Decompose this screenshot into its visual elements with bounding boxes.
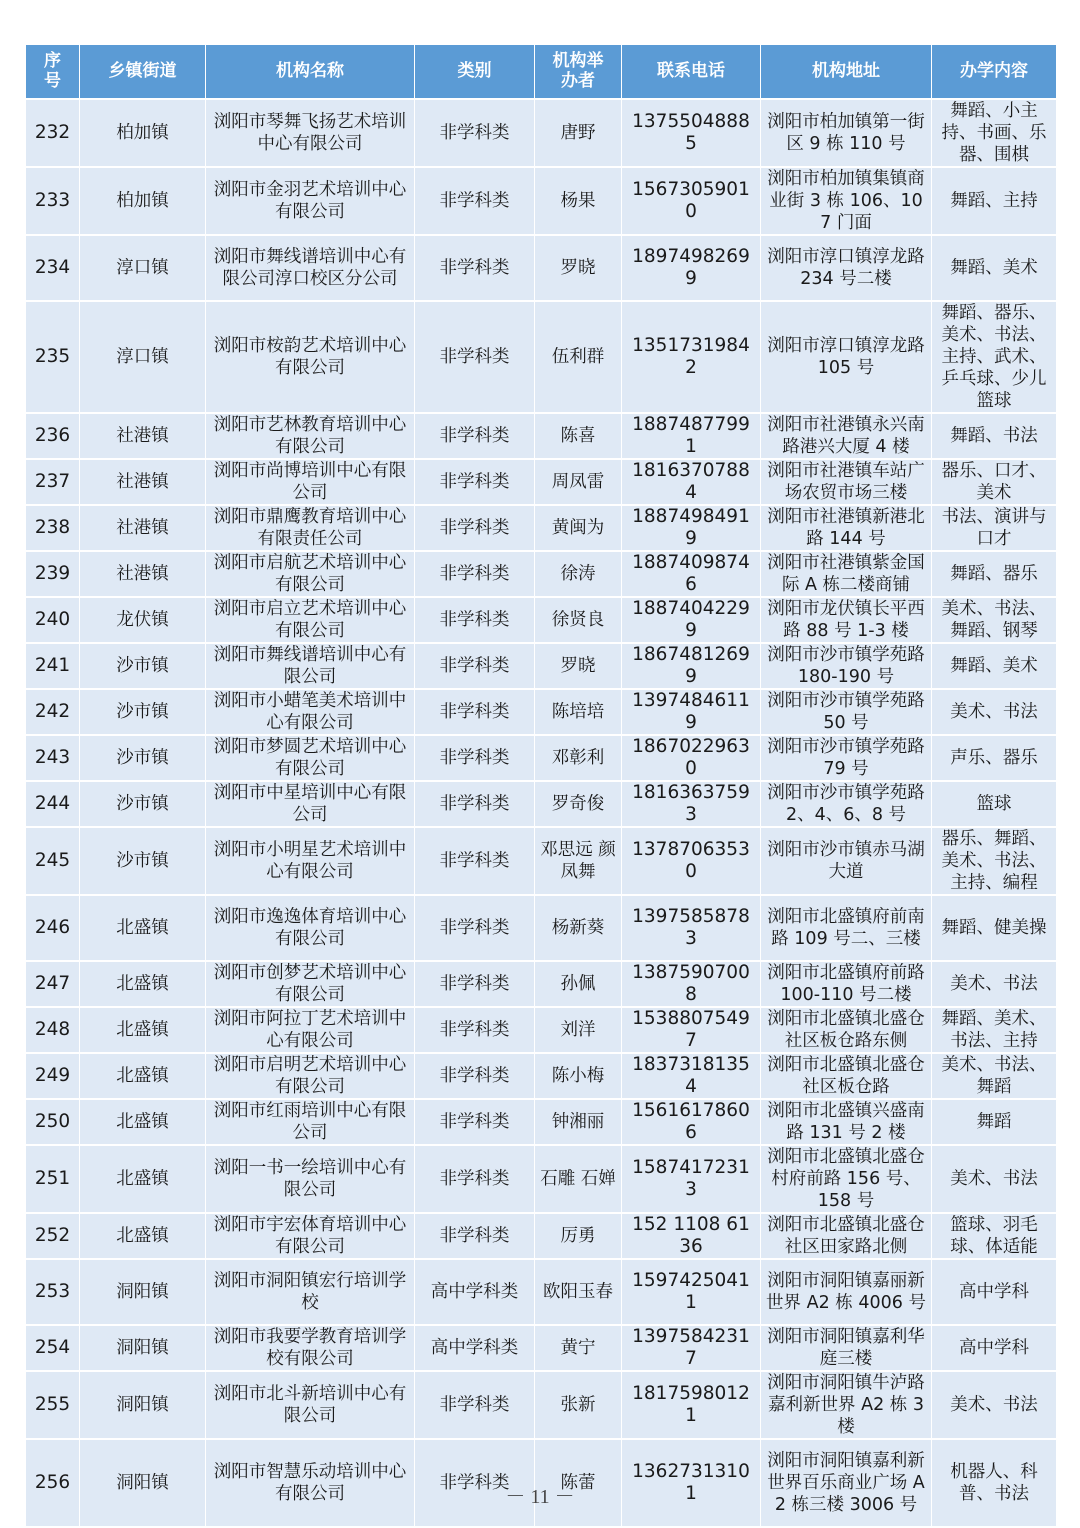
cell-address: 浏阳市社港镇车站广场农贸市场三楼	[761, 459, 932, 505]
cell-serial-no: 238	[26, 505, 80, 551]
cell-town: 社港镇	[80, 551, 206, 597]
table-row	[26, 1053, 1057, 1099]
table-row	[26, 689, 1057, 735]
table-row	[26, 1007, 1057, 1053]
cell-category: 非学科类	[415, 827, 535, 895]
header-phone: 联系电话	[622, 45, 761, 99]
cell-phone: 13787063530	[622, 827, 761, 895]
cell-institution-name: 浏阳市舞线谱培训中心有限公司	[206, 643, 415, 689]
cell-serial-no: 237	[26, 459, 80, 505]
cell-town: 北盛镇	[80, 1099, 206, 1145]
cell-category: 非学科类	[415, 301, 535, 413]
cell-phone: 152 1108 6136	[622, 1213, 761, 1259]
cell-category: 非学科类	[415, 1371, 535, 1439]
institution-table	[25, 44, 1057, 1528]
cell-organizer: 陈培培	[535, 689, 622, 735]
table-row	[26, 735, 1057, 781]
cell-phone: 18874042299	[622, 597, 761, 643]
cell-serial-no: 241	[26, 643, 80, 689]
cell-address: 浏阳市柏加镇第一街区 9 栋 110 号	[761, 99, 932, 167]
cell-phone: 18175980121	[622, 1371, 761, 1439]
cell-category: 非学科类	[415, 413, 535, 459]
cell-organizer: 罗晓	[535, 235, 622, 301]
cell-town: 洞阳镇	[80, 1325, 206, 1371]
cell-content: 舞蹈、美术	[932, 643, 1057, 689]
cell-town: 北盛镇	[80, 1053, 206, 1099]
table-row	[26, 895, 1057, 961]
table-row	[26, 505, 1057, 551]
cell-institution-name: 浏阳市桉韵艺术培训中心有限公司	[206, 301, 415, 413]
cell-organizer: 徐涛	[535, 551, 622, 597]
cell-town: 社港镇	[80, 459, 206, 505]
cell-address: 浏阳市北盛镇府前路 100-110 号二楼	[761, 961, 932, 1007]
cell-address: 浏阳市沙市镇赤马湖大道	[761, 827, 932, 895]
cell-content: 舞蹈、书法	[932, 413, 1057, 459]
cell-address: 浏阳市沙市镇学苑路 79 号	[761, 735, 932, 781]
table-row	[26, 1259, 1057, 1325]
cell-organizer: 伍利群	[535, 301, 622, 413]
cell-phone: 13975842317	[622, 1325, 761, 1371]
cell-address: 浏阳市洞阳镇嘉利新世界百乐商业广场 A2 栋三楼 3006 号	[761, 1439, 932, 1527]
cell-serial-no: 244	[26, 781, 80, 827]
cell-serial-no: 255	[26, 1371, 80, 1439]
cell-organizer: 徐贤良	[535, 597, 622, 643]
table-row	[26, 827, 1057, 895]
cell-organizer: 刘洋	[535, 1007, 622, 1053]
cell-town: 北盛镇	[80, 895, 206, 961]
cell-town: 洞阳镇	[80, 1371, 206, 1439]
cell-address: 浏阳市北盛镇府前南路 109 号二、三楼	[761, 895, 932, 961]
cell-town: 柏加镇	[80, 99, 206, 167]
cell-address: 浏阳市北盛镇北盛仓村府前路 156 号、158 号	[761, 1145, 932, 1213]
cell-town: 社港镇	[80, 413, 206, 459]
cell-town: 洞阳镇	[80, 1439, 206, 1527]
table-row	[26, 781, 1057, 827]
cell-content: 舞蹈、健美操	[932, 895, 1057, 961]
header-category: 类别	[415, 45, 535, 99]
cell-organizer: 陈小梅	[535, 1053, 622, 1099]
table-row	[26, 961, 1057, 1007]
cell-organizer: 邓思远 颜凤舞	[535, 827, 622, 895]
cell-institution-name: 浏阳市金羽艺术培训中心有限公司	[206, 167, 415, 235]
cell-institution-name: 浏阳市琴舞飞扬艺术培训中心有限公司	[206, 99, 415, 167]
table-row	[26, 597, 1057, 643]
cell-phone: 18373181354	[622, 1053, 761, 1099]
cell-phone: 18874984919	[622, 505, 761, 551]
header-address: 机构地址	[761, 45, 932, 99]
cell-organizer: 厉勇	[535, 1213, 622, 1259]
cell-organizer: 张新	[535, 1371, 622, 1439]
cell-institution-name: 浏阳市智慧乐动培训中心有限公司	[206, 1439, 415, 1527]
cell-organizer: 杨新葵	[535, 895, 622, 961]
cell-institution-name: 浏阳一书一绘培训中心有限公司	[206, 1145, 415, 1213]
cell-address: 浏阳市洞阳镇嘉利华庭三楼	[761, 1325, 932, 1371]
cell-town: 沙市镇	[80, 781, 206, 827]
cell-phone: 15974250411	[622, 1259, 761, 1325]
cell-organizer: 陈喜	[535, 413, 622, 459]
table-row	[26, 99, 1057, 167]
cell-institution-name: 浏阳市洞阳镇宏行培训学校	[206, 1259, 415, 1325]
cell-phone: 18163637593	[622, 781, 761, 827]
cell-serial-no: 240	[26, 597, 80, 643]
institution-table-page	[25, 44, 1056, 1528]
cell-organizer: 石雕 石婵	[535, 1145, 622, 1213]
cell-organizer: 周凤雷	[535, 459, 622, 505]
cell-phone: 13517319842	[622, 301, 761, 413]
table-body	[26, 99, 1057, 1527]
table-row	[26, 235, 1057, 301]
cell-content: 舞蹈、美术、书法、主持	[932, 1007, 1057, 1053]
cell-phone: 13875907008	[622, 961, 761, 1007]
table-row	[26, 167, 1057, 235]
cell-category: 非学科类	[415, 597, 535, 643]
cell-address: 浏阳市洞阳镇嘉丽新世界 A2 栋 4006 号	[761, 1259, 932, 1325]
cell-serial-no: 245	[26, 827, 80, 895]
cell-category: 非学科类	[415, 735, 535, 781]
table-header-row	[26, 45, 1057, 99]
cell-organizer: 罗奇俊	[535, 781, 622, 827]
table-row	[26, 1145, 1057, 1213]
cell-address: 浏阳市柏加镇集镇商业街 3 栋 106、107 门面	[761, 167, 932, 235]
cell-organizer: 欧阳玉春	[535, 1259, 622, 1325]
cell-institution-name: 浏阳市梦圆艺术培训中心有限公司	[206, 735, 415, 781]
cell-content: 美术、书法	[932, 1371, 1057, 1439]
cell-institution-name: 浏阳市小明星艺术培训中心有限公司	[206, 827, 415, 895]
cell-address: 浏阳市北盛镇兴盛南路 131 号 2 楼	[761, 1099, 932, 1145]
cell-town: 淳口镇	[80, 235, 206, 301]
table-row	[26, 1099, 1057, 1145]
cell-category: 高中学科类	[415, 1325, 535, 1371]
cell-institution-name: 浏阳市逸逸体育培训中心有限公司	[206, 895, 415, 961]
cell-content: 美术、书法	[932, 689, 1057, 735]
cell-institution-name: 浏阳市小蜡笔美术培训中心有限公司	[206, 689, 415, 735]
cell-institution-name: 浏阳市鼎鹰教育培训中心有限责任公司	[206, 505, 415, 551]
cell-serial-no: 247	[26, 961, 80, 1007]
cell-address: 浏阳市社港镇新港北路 144 号	[761, 505, 932, 551]
table-row	[26, 413, 1057, 459]
cell-category: 非学科类	[415, 781, 535, 827]
cell-town: 北盛镇	[80, 1145, 206, 1213]
cell-content: 书法、演讲与口才	[932, 505, 1057, 551]
cell-organizer: 孙佩	[535, 961, 622, 1007]
page-number: － 11 －	[505, 1486, 575, 1508]
cell-category: 非学科类	[415, 551, 535, 597]
cell-content: 舞蹈、小主持、书画、乐器、围棋	[932, 99, 1057, 167]
table-row	[26, 551, 1057, 597]
header-content: 办学内容	[932, 45, 1057, 99]
cell-address: 浏阳市洞阳镇牛泸路嘉利新世界 A2 栋 3 楼	[761, 1371, 932, 1439]
cell-town: 沙市镇	[80, 735, 206, 781]
cell-category: 非学科类	[415, 235, 535, 301]
cell-address: 浏阳市社港镇永兴南路港兴大厦 4 楼	[761, 413, 932, 459]
header-town: 乡镇街道	[80, 45, 206, 99]
cell-town: 沙市镇	[80, 689, 206, 735]
table-row	[26, 1213, 1057, 1259]
cell-address: 浏阳市淳口镇淳龙路 234 号二楼	[761, 235, 932, 301]
cell-content: 舞蹈、器乐	[932, 551, 1057, 597]
cell-phone: 15874172313	[622, 1145, 761, 1213]
cell-organizer: 唐野	[535, 99, 622, 167]
cell-address: 浏阳市淳口镇淳龙路 105 号	[761, 301, 932, 413]
cell-address: 浏阳市沙市镇学苑路 2、4、6、8 号	[761, 781, 932, 827]
cell-category: 高中学科类	[415, 1259, 535, 1325]
cell-serial-no: 233	[26, 167, 80, 235]
cell-organizer: 罗晓	[535, 643, 622, 689]
cell-address: 浏阳市北盛镇北盛仓社区板仓路	[761, 1053, 932, 1099]
cell-content: 舞蹈、主持	[932, 167, 1057, 235]
cell-phone: 15616178606	[622, 1099, 761, 1145]
cell-content: 器乐、舞蹈、美术、书法、主持、编程	[932, 827, 1057, 895]
cell-category: 非学科类	[415, 99, 535, 167]
cell-serial-no: 232	[26, 99, 80, 167]
cell-phone: 18674812699	[622, 643, 761, 689]
cell-institution-name: 浏阳市创梦艺术培训中心有限公司	[206, 961, 415, 1007]
cell-content: 美术、书法、舞蹈	[932, 1053, 1057, 1099]
cell-phone: 18874098746	[622, 551, 761, 597]
cell-content: 美术、书法、舞蹈、钢琴	[932, 597, 1057, 643]
cell-category: 非学科类	[415, 1145, 535, 1213]
cell-serial-no: 235	[26, 301, 80, 413]
cell-institution-name: 浏阳市我要学教育培训学校有限公司	[206, 1325, 415, 1371]
cell-content: 美术、书法	[932, 961, 1057, 1007]
cell-category: 非学科类	[415, 1053, 535, 1099]
cell-institution-name: 浏阳市阿拉丁艺术培训中心有限公司	[206, 1007, 415, 1053]
cell-institution-name: 浏阳市尚博培训中心有限公司	[206, 459, 415, 505]
cell-institution-name: 浏阳市启明艺术培训中心有限公司	[206, 1053, 415, 1099]
cell-category: 非学科类	[415, 167, 535, 235]
table-row	[26, 643, 1057, 689]
cell-institution-name: 浏阳市启航艺术培训中心有限公司	[206, 551, 415, 597]
cell-category: 非学科类	[415, 961, 535, 1007]
cell-category: 非学科类	[415, 643, 535, 689]
cell-institution-name: 浏阳市艺林教育培训中心有限公司	[206, 413, 415, 459]
table-row	[26, 1371, 1057, 1439]
cell-content: 篮球、羽毛球、体适能	[932, 1213, 1057, 1259]
cell-organizer: 杨果	[535, 167, 622, 235]
cell-town: 淳口镇	[80, 301, 206, 413]
cell-town: 北盛镇	[80, 961, 206, 1007]
cell-content: 篮球	[932, 781, 1057, 827]
cell-address: 浏阳市社港镇紫金国际 A 栋二楼商铺	[761, 551, 932, 597]
cell-address: 浏阳市北盛镇北盛仓社区板仓路东侧	[761, 1007, 932, 1053]
cell-serial-no: 239	[26, 551, 80, 597]
cell-content: 舞蹈	[932, 1099, 1057, 1145]
cell-serial-no: 250	[26, 1099, 80, 1145]
cell-town: 柏加镇	[80, 167, 206, 235]
cell-category: 非学科类	[415, 1007, 535, 1053]
cell-category: 非学科类	[415, 895, 535, 961]
cell-institution-name: 浏阳市中星培训中心有限公司	[206, 781, 415, 827]
cell-serial-no: 243	[26, 735, 80, 781]
cell-organizer: 钟湘丽	[535, 1099, 622, 1145]
cell-institution-name: 浏阳市红雨培训中心有限公司	[206, 1099, 415, 1145]
cell-content: 美术、书法	[932, 1145, 1057, 1213]
cell-phone: 13627313101	[622, 1439, 761, 1527]
cell-address: 浏阳市北盛镇北盛仓社区田家路北侧	[761, 1213, 932, 1259]
cell-serial-no: 256	[26, 1439, 80, 1527]
cell-serial-no: 254	[26, 1325, 80, 1371]
cell-phone: 15673059010	[622, 167, 761, 235]
cell-serial-no: 246	[26, 895, 80, 961]
cell-address: 浏阳市沙市镇学苑路 180-190 号	[761, 643, 932, 689]
cell-phone: 13755048885	[622, 99, 761, 167]
cell-category: 非学科类	[415, 505, 535, 551]
cell-address: 浏阳市龙伏镇长平西路 88 号 1-3 楼	[761, 597, 932, 643]
cell-content: 舞蹈、美术	[932, 235, 1057, 301]
cell-category: 非学科类	[415, 459, 535, 505]
cell-content: 器乐、口才、美术	[932, 459, 1057, 505]
cell-phone: 18163707884	[622, 459, 761, 505]
cell-town: 北盛镇	[80, 1007, 206, 1053]
cell-category: 非学科类	[415, 1213, 535, 1259]
table-row	[26, 1325, 1057, 1371]
cell-serial-no: 253	[26, 1259, 80, 1325]
cell-town: 北盛镇	[80, 1213, 206, 1259]
table-row	[26, 301, 1057, 413]
cell-serial-no: 251	[26, 1145, 80, 1213]
cell-town: 洞阳镇	[80, 1259, 206, 1325]
cell-organizer: 陈蕾	[535, 1439, 622, 1527]
cell-serial-no: 252	[26, 1213, 80, 1259]
cell-serial-no: 248	[26, 1007, 80, 1053]
cell-institution-name: 浏阳市舞线谱培训中心有限公司淳口校区分公司	[206, 235, 415, 301]
cell-organizer: 黄宁	[535, 1325, 622, 1371]
cell-serial-no: 242	[26, 689, 80, 735]
cell-serial-no: 234	[26, 235, 80, 301]
cell-content: 声乐、器乐	[932, 735, 1057, 781]
cell-content: 机器人、科普、书法	[932, 1439, 1057, 1527]
cell-phone: 13975858783	[622, 895, 761, 961]
cell-institution-name: 浏阳市启立艺术培训中心有限公司	[206, 597, 415, 643]
cell-institution-name: 浏阳市宇宏体育培训中心有限公司	[206, 1213, 415, 1259]
cell-town: 社港镇	[80, 505, 206, 551]
cell-town: 沙市镇	[80, 643, 206, 689]
header-serial-no: 序号	[26, 45, 80, 99]
cell-phone: 15388075497	[622, 1007, 761, 1053]
cell-category: 非学科类	[415, 689, 535, 735]
cell-phone: 18974982699	[622, 235, 761, 301]
cell-content: 高中学科	[932, 1325, 1057, 1371]
cell-institution-name: 浏阳市北斗新培训中心有限公司	[206, 1371, 415, 1439]
cell-category: 非学科类	[415, 1439, 535, 1527]
header-institution-name: 机构名称	[206, 45, 415, 99]
cell-category: 非学科类	[415, 1099, 535, 1145]
cell-serial-no: 236	[26, 413, 80, 459]
cell-phone: 18670229630	[622, 735, 761, 781]
cell-address: 浏阳市沙市镇学苑路 50 号	[761, 689, 932, 735]
cell-organizer: 黄闽为	[535, 505, 622, 551]
table-row	[26, 459, 1057, 505]
cell-content: 高中学科	[932, 1259, 1057, 1325]
cell-town: 龙伏镇	[80, 597, 206, 643]
cell-town: 沙市镇	[80, 827, 206, 895]
cell-phone: 13974846119	[622, 689, 761, 735]
cell-phone: 18874877991	[622, 413, 761, 459]
cell-content: 舞蹈、器乐、美术、书法、主持、武术、乒乓球、少儿篮球	[932, 301, 1057, 413]
cell-organizer: 邓彰利	[535, 735, 622, 781]
cell-serial-no: 249	[26, 1053, 80, 1099]
header-organizer: 机构举办者	[535, 45, 622, 99]
